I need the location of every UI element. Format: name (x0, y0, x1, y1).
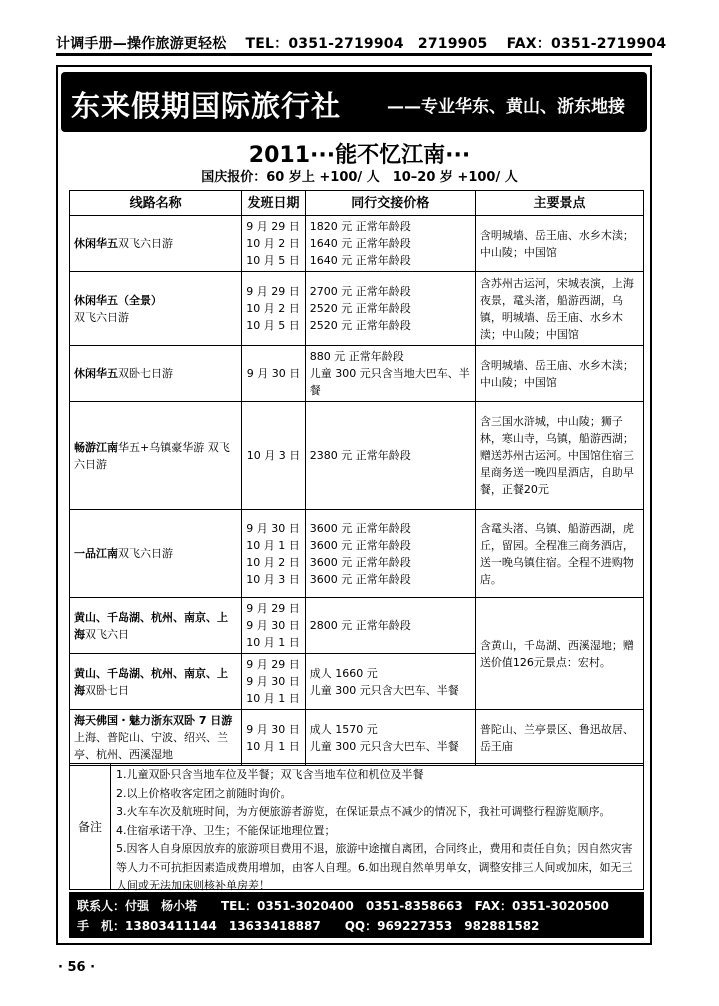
note-item: 2.以上价格收客定团之前随时询价。 (116, 786, 292, 800)
col-header-sights: 主要景点 (475, 191, 643, 216)
col-header-price: 同行交接价格 (305, 191, 475, 216)
date-cell: 10 月 3 日 (242, 402, 305, 510)
col-header-route: 线路名称 (70, 191, 242, 216)
header-tel: TEL：0351-2719904 2719905 (245, 36, 488, 52)
route-cell (70, 654, 242, 710)
price-cell: 成人 1570 元 儿童 300 元只含大巴车、半餐 (305, 710, 475, 766)
date-cell: 9 月 30 日 10 月 1 日 (242, 710, 305, 766)
route-name: 黄山、千岛湖、杭州、南京、上海 (74, 610, 228, 641)
header-fax: FAX：0351-2719904 (506, 36, 667, 52)
sights-cell: 含苏州古运河，宋城表演，上海夜景，鼋头渚，船游西湖，乌镇，明城墙、岳王庙、水乡木渎；中山陵；中国馆 (475, 272, 643, 346)
route-name: 休闲华五 (74, 237, 118, 250)
table-row (70, 346, 644, 402)
notes-section (69, 763, 644, 890)
route-cell (70, 710, 242, 766)
route-cell (70, 598, 242, 654)
price-cell: 1820 元 正常年龄段 1640 元 正常年龄段 1640 元 正常年龄段 (305, 216, 475, 272)
header-rule (56, 53, 652, 56)
price-cell: 3600 元 正常年龄段 3600 元 正常年龄段 3600 元 正常年龄段 3600 元 正常年龄段 (305, 510, 475, 598)
route-cell (70, 510, 242, 598)
sights-cell: 含鼋头渚、乌镇、船游西湖，虎丘，留园。全程准三商务酒店，送一晚乌镇住宿。全程不进购物店。 (475, 510, 643, 598)
holiday-price-note: 国庆报价：60 岁上 +100/ 人 10–20 岁 +100/ 人 (201, 170, 518, 185)
price-cell: 2380 元 正常年龄段 (305, 402, 475, 510)
route-name: 海天佛国・魅力浙东双卧 7 日游 (74, 714, 233, 727)
note-item: 3.火车车次及航班时间，为方便旅游者游览，在保证景点不减少的情况下，我社可调整行程游览顺序。 (116, 805, 611, 818)
route-detail: 双飞六日游 (74, 310, 129, 324)
tour-table (69, 190, 644, 766)
table-row (70, 402, 644, 510)
route-detail: 双飞六日游 (118, 547, 173, 560)
route-cell (70, 402, 242, 510)
promo-slogan: 2011···能不忆江南··· (248, 143, 471, 168)
price-cell: 880 元 正常年龄段 儿童 300 元只含当地大巴车、半餐 (305, 346, 475, 402)
sights-cell: 含明城墙、岳王庙、水乡木渎；中山陵；中国馆 (475, 216, 643, 272)
contact-line-1: 联系人：付强 杨小塔 TEL：0351-3020400 0351-8358663 FAX：0351-3020500 (77, 899, 609, 913)
col-header-date: 发班日期 (242, 191, 305, 216)
date-cell: 9 月 29 日 10 月 2 日 10 月 5 日 (242, 272, 305, 346)
route-detail: 华五+乌镇豪华游 双飞六日游 (74, 440, 230, 471)
sights-cell: 含明城墙、岳王庙、水乡木渎；中山陵；中国馆 (475, 346, 643, 402)
table-header-row (70, 191, 644, 216)
route-name: 一品江南 (74, 547, 118, 560)
notes-body (116, 766, 641, 896)
sights-cell: 普陀山、兰亭景区、鲁迅故居、岳王庙 (475, 710, 643, 766)
agency-banner (61, 72, 647, 132)
date-cell: 9 月 29 日 9 月 30 日 10 月 1 日 (242, 654, 305, 710)
note-item: 5.因客人自身原因放弃的旅游项目费用不退，旅游中途擅自离团，合同终止，费用和责任自负；因自然灾害等人力不可抗拒因素造成费用增加，由客人自理。6.如出现自然单男单女，调整安排三人间或加床，如无三人间或无法加床则核补单房差！ (116, 842, 633, 892)
sights-cell: 含三国水浒城，中山陵；狮子林，寒山寺，乌镇，船游西湖；赠送苏州古运河。中国馆住宿三星商务送一晚四星酒店，自助早餐，正餐20元 (475, 402, 643, 510)
route-cell (70, 272, 242, 346)
page-number: · 56 · (58, 960, 96, 975)
date-cell: 9 月 29 日 9 月 30 日 10 月 1 日 (242, 598, 305, 654)
price-cell: 2700 元 正常年龄段 2520 元 正常年龄段 2520 元 正常年龄段 (305, 272, 475, 346)
date-cell: 9 月 30 日 10 月 1 日 10 月 2 日 10 月 3 日 (242, 510, 305, 598)
sights-cell: 含黄山，千岛湖、西溪湿地；赠送价值126元景点：宏村。 (475, 598, 643, 710)
running-header (56, 33, 667, 53)
price-cell: 2800 元 正常年龄段 (305, 598, 475, 654)
route-name: 黄山、千岛湖、杭州、南京、上海 (74, 666, 228, 697)
route-detail: 双卧七日 (85, 683, 129, 697)
route-detail: 上海、普陀山、宁波、绍兴、兰亭、杭州、西溪湿地 (74, 731, 228, 761)
route-cell (70, 216, 242, 272)
table-row (70, 216, 644, 272)
contact-bar (69, 892, 644, 938)
table-row (70, 710, 644, 766)
route-detail: 双飞六日 (85, 627, 129, 641)
route-detail: 双卧七日游 (118, 367, 173, 380)
table-row (70, 272, 644, 346)
agency-name: 东来假期国际旅行社 (71, 89, 342, 123)
note-item: 4.住宿承诺干净、卫生；不能保证地理位置； (116, 823, 336, 837)
table-row (70, 598, 644, 654)
header-slogan: 计调手册—操作旅游更轻松 (56, 36, 227, 52)
route-name: 畅游江南 (74, 440, 118, 454)
contact-line-2: 手 机：13803411144 13633418887 QQ：969227353 982881582 (77, 919, 540, 933)
date-cell: 9 月 29 日 10 月 2 日 10 月 5 日 (242, 216, 305, 272)
agency-tagline: ——专业华东、黄山、浙东地接 (387, 97, 625, 117)
route-detail: 双飞六日游 (118, 237, 173, 250)
route-cell (70, 346, 242, 402)
table-row (70, 510, 644, 598)
note-item: 1.儿童双卧只含当地车位及半餐；双飞含当地车位和机位及半餐 (116, 768, 424, 781)
route-name: 休闲华五（全景） (74, 293, 162, 307)
notes-label: 备注 (70, 764, 111, 889)
route-name: 休闲华五 (74, 367, 118, 380)
price-cell: 成人 1660 元 儿童 300 元只含大巴车、半餐 (305, 654, 475, 710)
date-cell: 9 月 30 日 (242, 346, 305, 402)
